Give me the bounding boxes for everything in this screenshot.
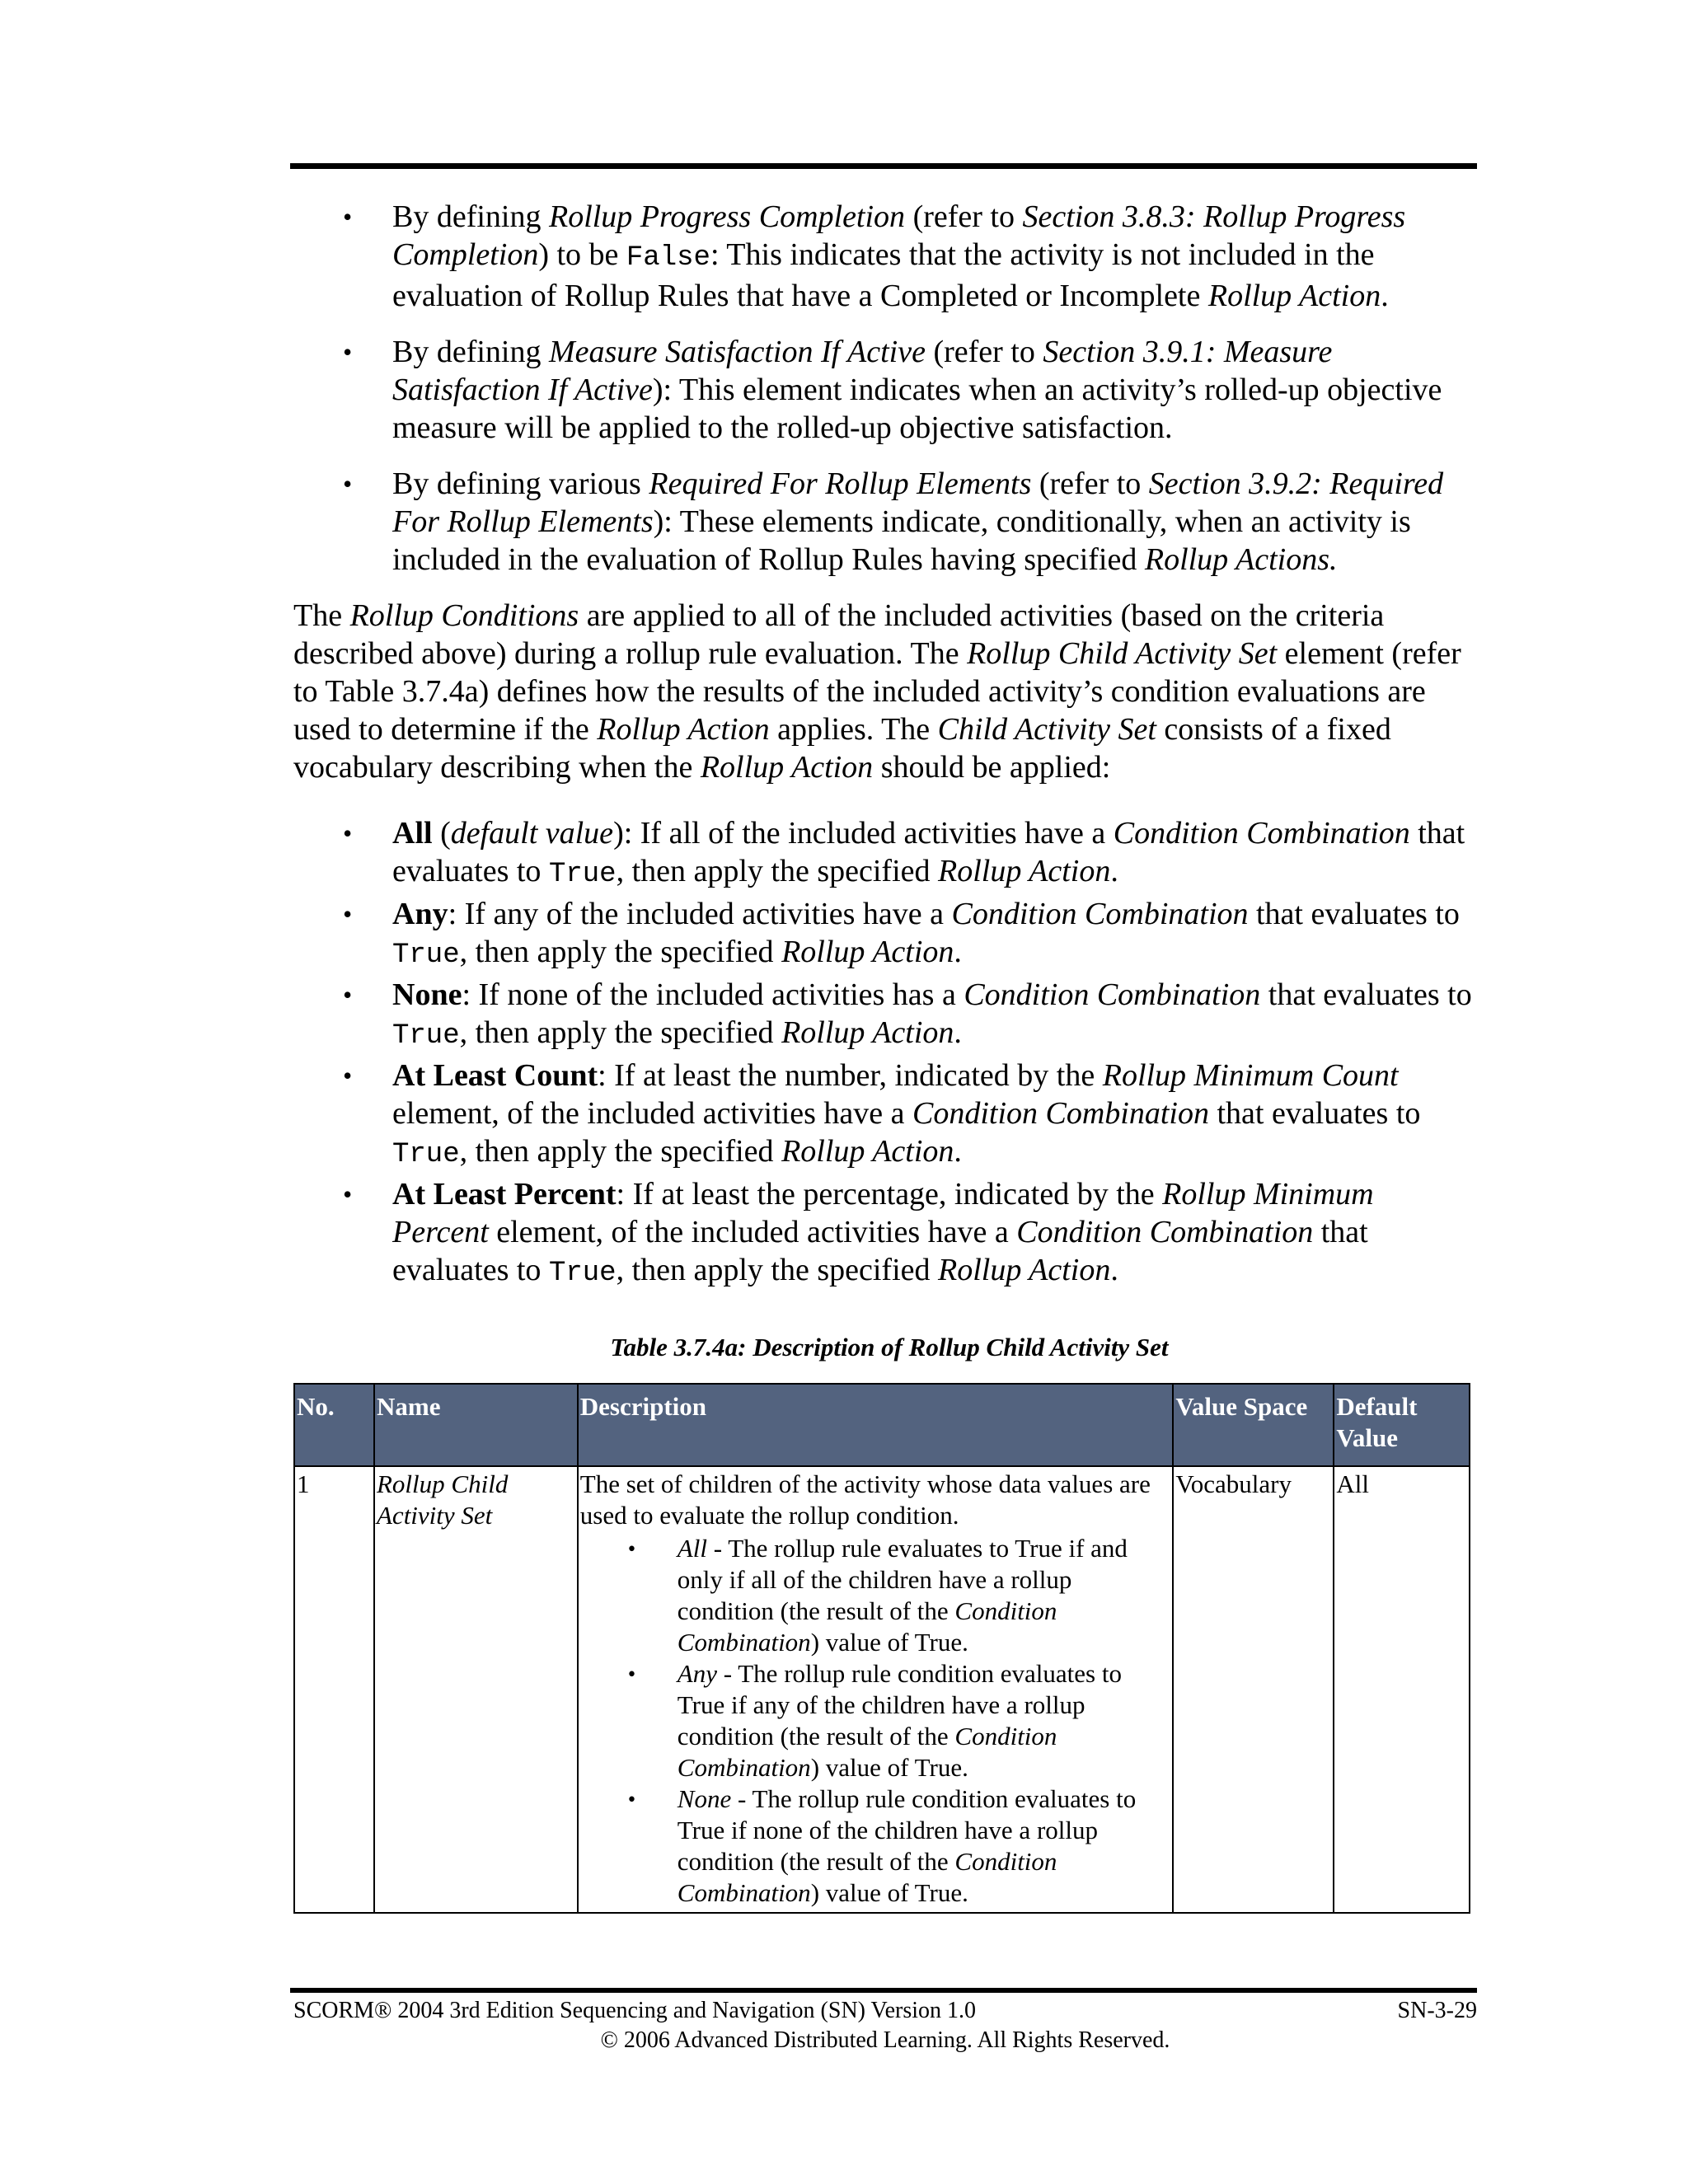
column-header-description: Description bbox=[578, 1384, 1174, 1466]
bullet-icon: • bbox=[627, 1787, 636, 1811]
body-paragraph: The Rollup Conditions are applied to all of the included activities (based on the criteria described above) during a rollup rule evaluation. The Rollup Child Activity Set element (refer to Table 3.7.4a) defines how the results of the included activity’s condition evaluations are used to determine if the Rollup Action applies. The Child Activity Set consists of a fixed vocabulary describing when the Rollup Action should be applied: bbox=[293, 598, 1461, 785]
bullet-icon: • bbox=[343, 337, 353, 367]
column-header-name: Name bbox=[374, 1384, 578, 1466]
bullet-icon: • bbox=[627, 1661, 636, 1686]
bullet-icon: • bbox=[343, 202, 353, 232]
list-item: • All - The rollup rule evaluates to True if and only if all of the children have a rollup condition (the result of the Condition Combination) value of True. bbox=[627, 1534, 1128, 1657]
cell-no: 1 bbox=[294, 1466, 374, 1913]
page-content bbox=[293, 198, 1477, 1914]
table-caption: Table 3.7.4a: Description of Rollup Child Activity Set bbox=[610, 1333, 1169, 1361]
header-rule bbox=[290, 163, 1477, 169]
cell-description bbox=[578, 1466, 1174, 1913]
bullet-icon: • bbox=[343, 469, 353, 499]
vocab-item-all: • All (default value): If all of the included activities have a Condition Combination that evaluates to True, then apply the specified Rollup Action. bbox=[343, 816, 1465, 890]
bullet-icon: • bbox=[343, 980, 353, 1010]
table-header-row bbox=[294, 1384, 1470, 1466]
vocabulary-bullet-list bbox=[293, 814, 1477, 1292]
cell-default-value: All bbox=[1334, 1466, 1470, 1913]
description-intro: The set of children of the activity whose data values are used to evaluate the rollup condition. bbox=[579, 1469, 1151, 1530]
bullet-icon: • bbox=[343, 1061, 353, 1090]
column-header-value-space: Value Space bbox=[1173, 1384, 1334, 1466]
list-item: • By defining Measure Satisfaction If Active (refer to Section 3.9.1: Measure Satisfaction If Active): This element indicates when an activity’s rolled-up objective measure will be applied to the rolled-up objective satisfaction. bbox=[343, 335, 1442, 445]
description-list bbox=[580, 1533, 1171, 1909]
page-number: SN-3-29 bbox=[1397, 1998, 1477, 2023]
list-item: • By defining various Required For Rollup Elements (refer to Section 3.9.2: Required For Rollup Elements): These elements indicate, conditionally, when an activity is included in the evaluation of Rollup Rules having specified Rollup Actions. bbox=[343, 466, 1444, 577]
footer-rule bbox=[290, 1988, 1477, 1993]
bullet-icon: • bbox=[343, 818, 353, 848]
bullet-icon: • bbox=[627, 1536, 636, 1561]
footer-copyright: © 2006 Advanced Distributed Learning. All Rights Reserved. bbox=[600, 2027, 1170, 2053]
table-row bbox=[294, 1466, 1470, 1913]
vocab-item-at-least-percent: • At Least Percent: If at least the percentage, indicated by the Rollup Minimum Percent element, of the included activities have a Condition Combination that evaluates to True, then apply the specified Rollup Action. bbox=[343, 1177, 1374, 1289]
intro-bullet-list bbox=[293, 198, 1477, 579]
footer-document-title: SCORM® 2004 3rd Edition Sequencing and Navigation (SN) Version 1.0 bbox=[293, 1998, 977, 2023]
list-item: • By defining Rollup Progress Completion (refer to Section 3.8.3: Rollup Progress Completion) to be False: This indicates that the activity is not included in the evaluation of Rollup Rules that have a Completed or Incomplete Rollup Action. bbox=[343, 199, 1406, 313]
vocab-item-none: • None: If none of the included activities has a Condition Combination that evaluates to True, then apply the specified Rollup Action. bbox=[343, 977, 1472, 1052]
list-item: • None - The rollup rule condition evaluates to True if none of the children have a rollup condition (the result of the Condition Combination) value of True. bbox=[627, 1784, 1137, 1907]
rollup-child-activity-set-table bbox=[293, 1383, 1470, 1914]
cell-value-space: Vocabulary bbox=[1173, 1466, 1334, 1913]
code-false: False bbox=[626, 242, 710, 274]
vocab-item-at-least-count: • At Least Count: If at least the number, indicated by the Rollup Minimum Count element, of the included activities have a Condition Combination that evaluates to True, then apply the specified Rollup Action. bbox=[343, 1058, 1421, 1170]
bullet-icon: • bbox=[343, 899, 353, 929]
cell-name: Rollup Child Activity Set bbox=[374, 1466, 578, 1913]
list-item: • Any - The rollup rule condition evaluates to True if any of the children have a rollup condition (the result of the Condition Combination) value of True. bbox=[627, 1659, 1122, 1782]
column-header-default-value: Default Value bbox=[1334, 1384, 1470, 1466]
bullet-icon: • bbox=[343, 1179, 353, 1209]
vocab-item-any: • Any: If any of the included activities have a Condition Combination that evaluates to True, then apply the specified Rollup Action. bbox=[343, 897, 1460, 971]
column-header-no: No. bbox=[294, 1384, 374, 1466]
